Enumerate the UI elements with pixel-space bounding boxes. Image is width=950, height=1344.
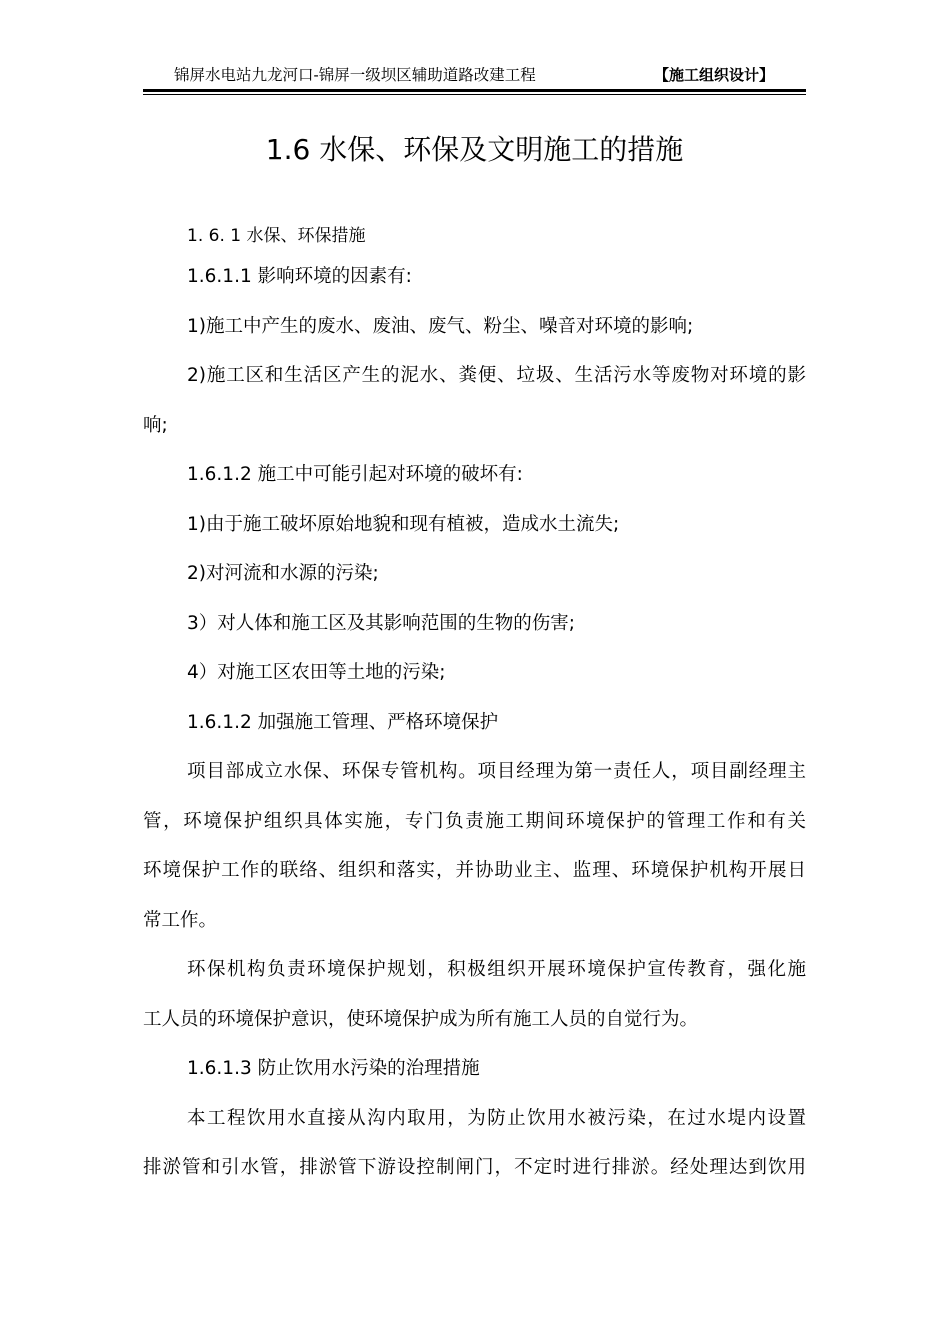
paragraph-line: 项目部成立水保、环保专管机构。项目经理为第一责任人，项目副经理主 — [187, 761, 806, 782]
clause-heading: 1.6.1.2 施工中可能引起对环境的破坏有: — [187, 464, 523, 485]
page-header — [143, 64, 806, 86]
clause-heading: 1.6.1.3 防止饮用水污染的治理措施 — [187, 1058, 480, 1079]
header-document-type: 【施工组织设计】 — [653, 66, 774, 84]
subsection-heading: 1. 6. 1 水保、环保措施 — [187, 226, 366, 246]
list-item: 4）对施工区农田等土地的污染; — [187, 662, 446, 683]
header-rule-thick — [143, 89, 806, 92]
paragraph-line: 排淤管和引水管，排淤管下游设控制闸门，不定时进行排淤。经处理达到饮用 — [143, 1157, 806, 1178]
list-item: 2)对河流和水源的污染; — [187, 563, 379, 584]
section-title: 1.6 水保、环保及文明施工的措施 — [265, 133, 684, 166]
list-item-continuation: 响; — [143, 414, 168, 436]
list-item: 1)由于施工破坏原始地貌和现有植被，造成水土流失; — [187, 513, 620, 535]
clause-heading: 1.6.1.1 影响环境的因素有: — [187, 266, 412, 287]
paragraph-line: 本工程饮用水直接从沟内取用，为防止饮用水被污染，在过水堤内设置 — [187, 1107, 806, 1129]
paragraph-line: 环保机构负责环境保护规划，积极组织开展环境保护宣传教育，强化施 — [187, 959, 806, 980]
paragraph-line: 环境保护工作的联络、组织和落实，并协助业主、监理、环境保护机构开展日 — [143, 860, 806, 881]
paragraph-line: 管，环境保护组织具体实施，专门负责施工期间环境保护的管理工作和有关 — [143, 810, 806, 832]
header-rule-thin — [143, 94, 806, 95]
list-item: 2)施工区和生活区产生的泥水、粪便、垃圾、生活污水等废物对环境的影 — [187, 365, 806, 386]
paragraph-line: 常工作。 — [143, 909, 218, 931]
list-item: 3）对人体和施工区及其影响范围的生物的伤害; — [187, 612, 576, 634]
clause-heading: 1.6.1.2 加强施工管理、严格环境保护 — [187, 711, 499, 733]
header-project-name: 锦屏水电站九龙河口-锦屏一级坝区辅助道路改建工程 — [174, 66, 536, 84]
list-item: 1)施工中产生的废水、废油、废气、粉尘、噪音对环境的影响; — [187, 315, 694, 337]
paragraph-line: 工人员的环境保护意识，使环境保护成为所有施工人员的自觉行为。 — [143, 1008, 699, 1030]
document-body — [143, 221, 806, 1203]
